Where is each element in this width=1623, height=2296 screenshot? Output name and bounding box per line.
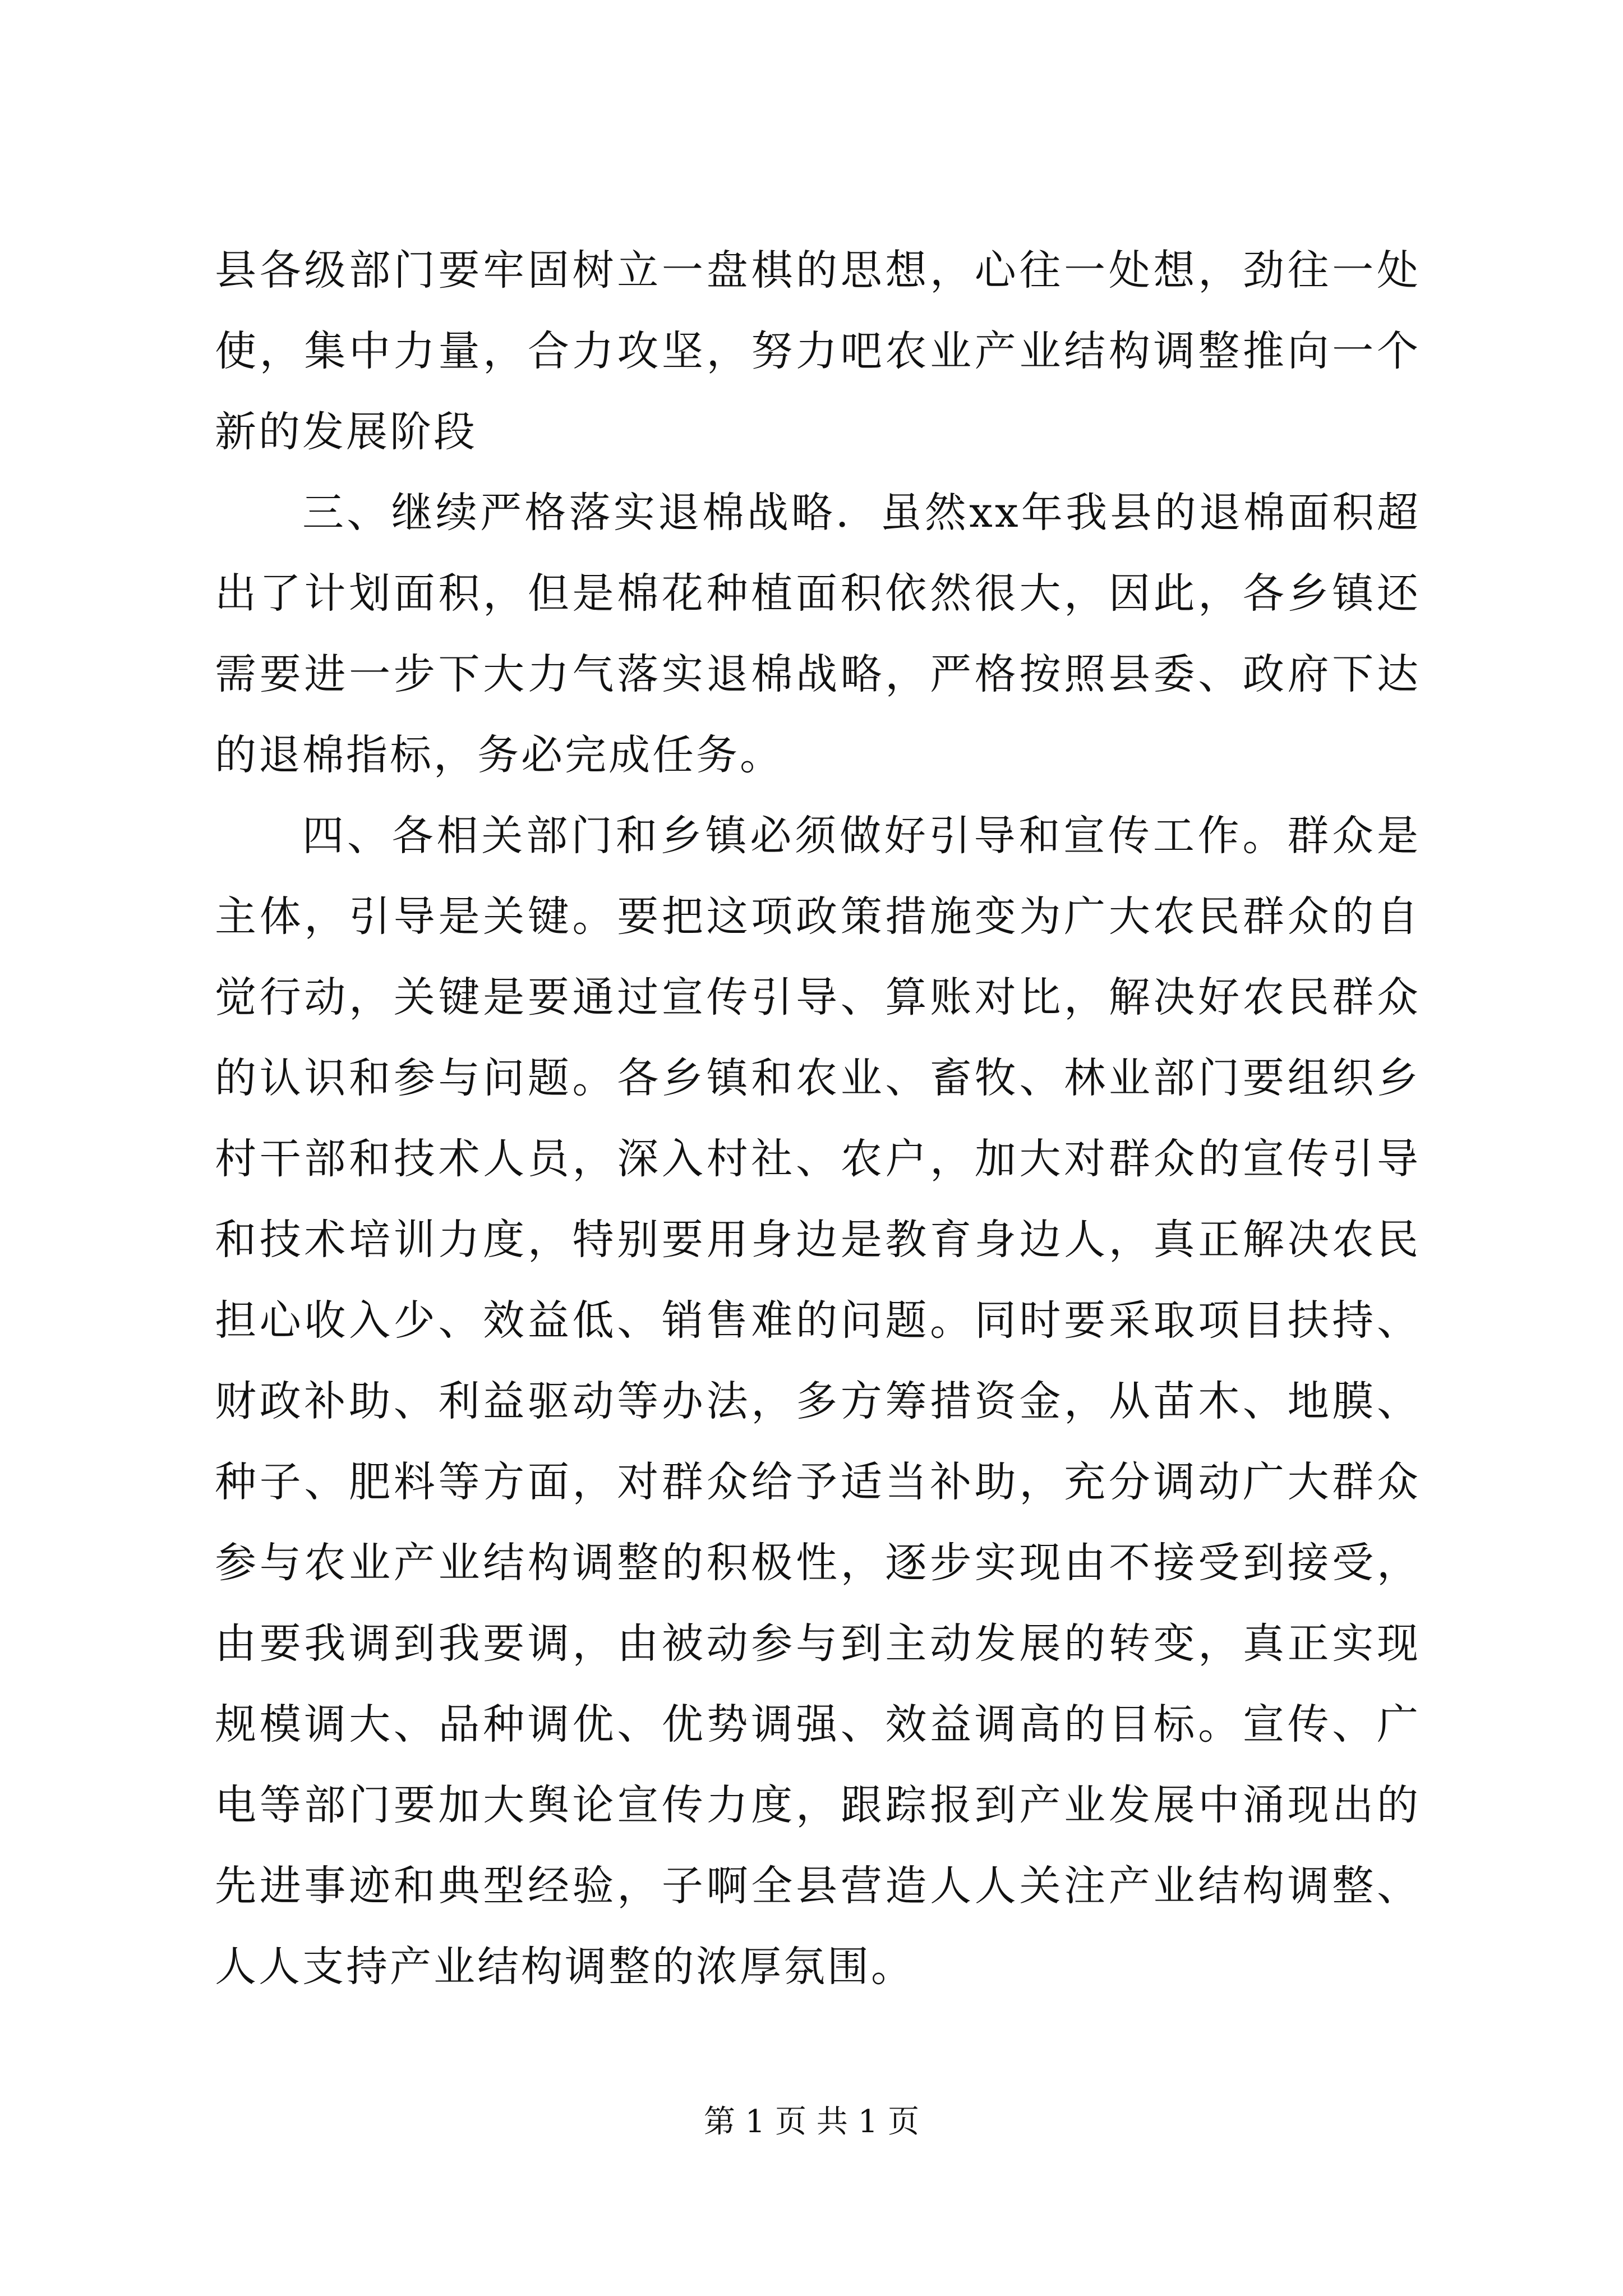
paragraph-section-three: 三、继续严格落实退棉战略．虽然xx年我县的退棉面积超出了计划面积，但是棉花种植面积依然很大，因此，各乡镇还需要进一步下大力气落实退棉战略，严格按照县委、政府下达的退棉指标，务必完成任务。 — [215, 489, 1421, 779]
document-body — [215, 230, 1421, 2007]
page-number-label: 第 1 页 共 1 页 — [703, 2104, 920, 2140]
page-footer — [0, 2102, 1623, 2142]
paragraph-section-four: 四、各相关部门和乡镇必须做好引导和宣传工作。群众是主体，引导是关键。要把这项政策措施变为广大农民群众的自觉行动，关键是要通过宣传引导、算账对比，解决好农民群众的认识和参与问题。各乡镇和农业、畜牧、林业部门要组织乡村干部和技术人员，深入村社、农户，加大对群众的宣传引导和技术培训力度，特别要用身边是教育身边人，真正解决农民担心收入少、效益低、销售难的问题。同时要采取项目扶持、财政补助、利益驱动等办法，多方筹措资金，从苗木、地膜、种子、肥料等方面，对群众给予适当补助，充分调动广大群众参与农业产业结构调整的积极性，逐步实现由不接受到接受，由要我调到我要调，由被动参与到主动发展的转变，真正实现规模调大、品种调优、优势调强、效益调高的目标。宣传、广电等部门要加大舆论宣传力度，跟踪报到产业发展中涌现出的先进事迹和典型经验，子啊全县营造人人关注产业结构调整、人人支持产业结构调整的浓厚氛围。 — [215, 812, 1421, 1991]
paragraph-continuation: 县各级部门要牢固树立一盘棋的思想，心往一处想，劲往一处使，集中力量，合力攻坚，努力吧农业产业结构调整推向一个新的发展阶段 — [215, 246, 1421, 456]
